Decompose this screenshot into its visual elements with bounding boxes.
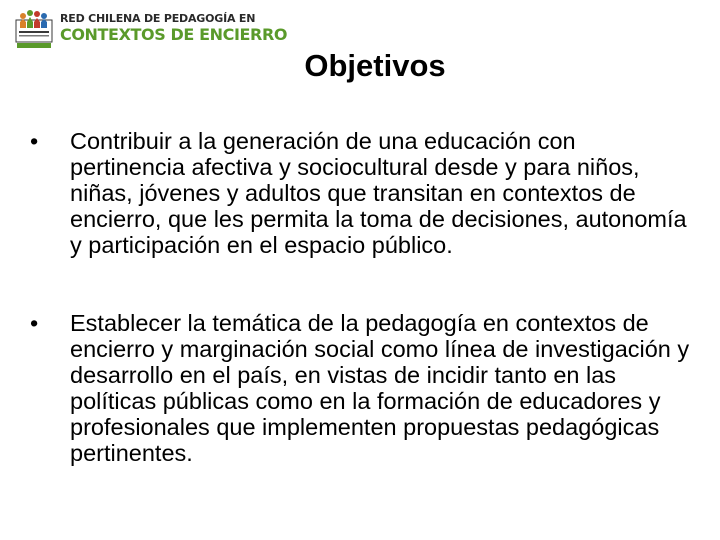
- logo-text-line1: RED CHILENA DE PEDAGOGÍA EN: [60, 12, 256, 25]
- objective-item: [30, 128, 690, 258]
- objective-item: [30, 310, 690, 466]
- bullet-marker: •: [30, 128, 39, 154]
- logo-text-line2: CONTEXTOS DE ENCIERRO: [60, 25, 288, 44]
- objectives-list: [30, 128, 690, 466]
- objective-text: Contribuir a la generación de una educación con pertinencia afectiva y sociocultural desde y para niños, niñas, jóvenes y adultos que transitan en contextos de encierro, que les permita la toma de decisiones, autonomía y participación en el espacio público.: [70, 128, 687, 258]
- bullet-marker: •: [30, 310, 39, 336]
- slide-title: Objetivos: [304, 48, 446, 83]
- organization-logo: [14, 4, 288, 52]
- objective-text: Establecer la temática de la pedagogía en contextos de encierro y marginación social como línea de investigación y desarrollo en el país, en vistas de incidir tanto en las políticas públicas como en la formación de educadores y profesionales que implementen propuestas pedagógicas pertinentes.: [70, 310, 690, 466]
- organization-emblem-icon: [14, 6, 54, 50]
